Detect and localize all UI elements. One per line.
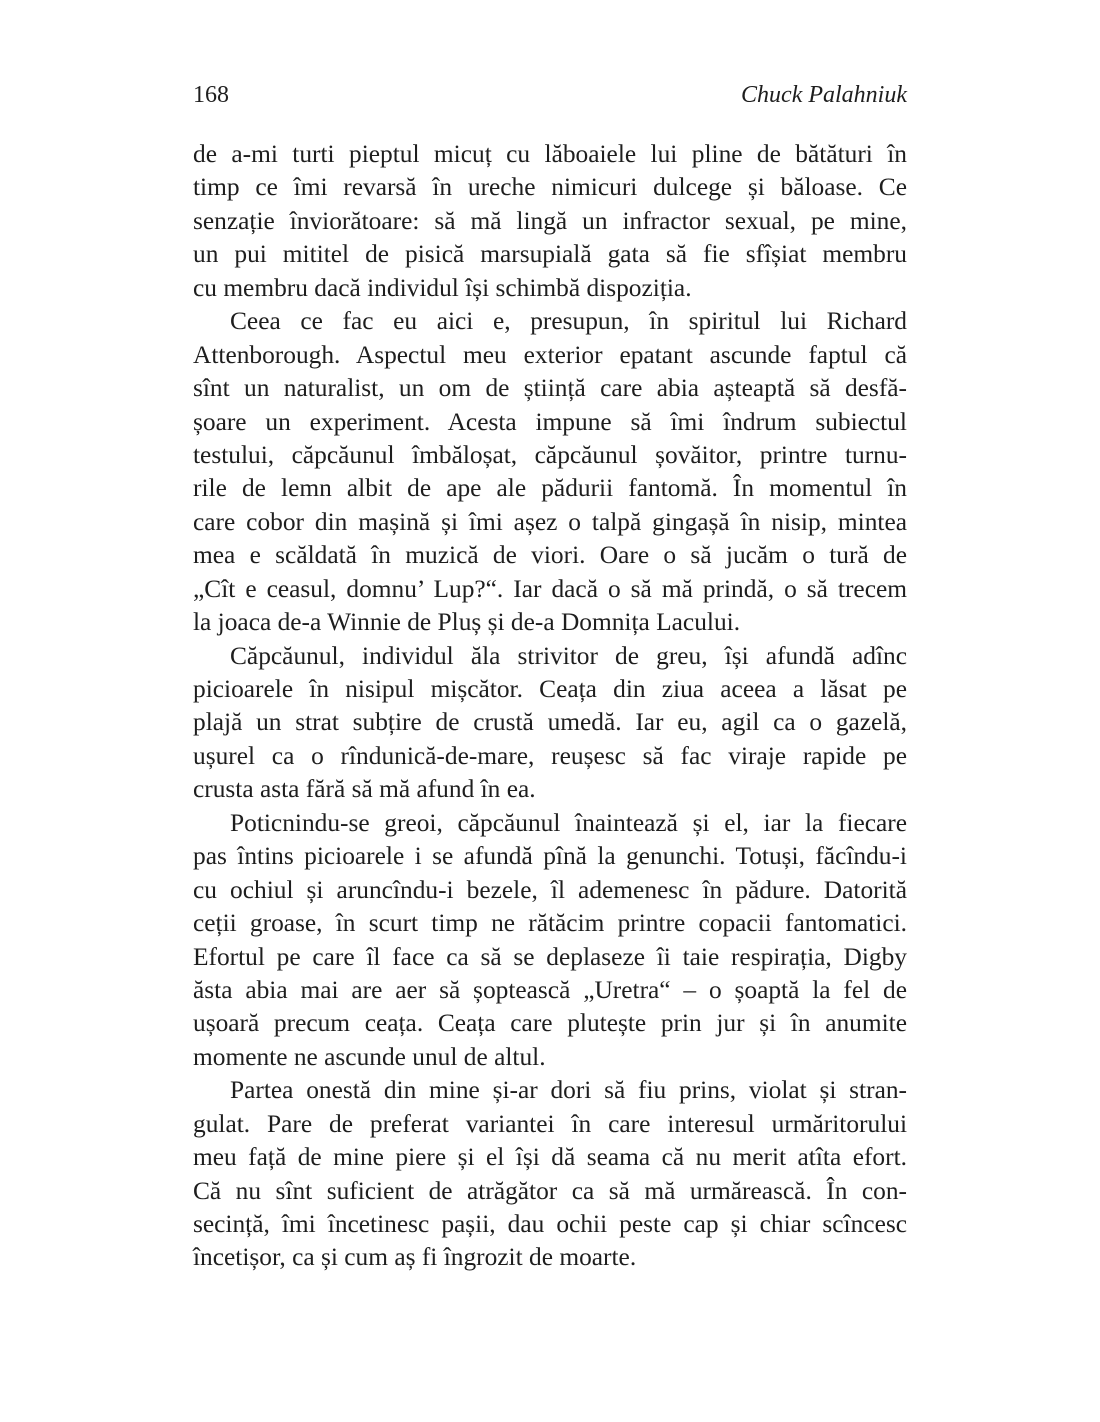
text-line: care cobor din mașină și îmi așez o talpă gingașă în nisip, mintea — [193, 507, 907, 536]
body-text — [193, 138, 907, 1275]
text-line: la joaca de-a Winnie de Pluș și de-a Domnița Lacului. — [193, 608, 741, 637]
text-line: ceții groase, în scurt timp ne rătăcim printre copacii fantomatici. — [193, 909, 907, 938]
paragraph — [193, 640, 907, 807]
text-line: timp ce îmi revarsă în ureche nimicuri dulcege și băloase. Ce — [193, 173, 907, 202]
text-line: secință, îmi încetinesc pașii, dau ochii peste cap și chiar scîncesc — [193, 1210, 907, 1238]
text-line: șoare un experiment. Acesta impune să îmi îndrum subiectul — [193, 407, 907, 436]
text-line: sînt un naturalist, un om de știință care abia așteaptă să desfă- — [193, 374, 907, 403]
text-line: momente ne ascunde unul de altul. — [193, 1042, 546, 1071]
text-line: Căpcăunul, individul ăla strivitor de greu, își afundă adînc — [230, 641, 907, 670]
text-line: ușurel ca o rîndunică-de-mare, reușesc să fac viraje rapide pe — [193, 741, 907, 770]
text-line: cu membru dacă individul își schimbă dispoziția. — [193, 273, 692, 302]
text-line: ăsta abia mai are aer să șoptească „Uretra“ – o șoaptă la fel de — [193, 975, 907, 1004]
text-line: Attenborough. Aspectul meu exterior epatant ascunde faptul că — [193, 340, 907, 369]
text-line: crusta asta fără să mă afund în ea. — [193, 775, 536, 804]
text-line: Ceea ce fac eu aici e, presupun, în spiritul lui Richard — [230, 307, 907, 336]
text-line: Poticnindu-se greoi, căpcăunul înaintează și el, iar la fiecare — [230, 808, 907, 837]
paragraph — [193, 138, 907, 305]
text-line: testului, căpcăunul îmbăloșat, căpcăunul șovăitor, printre turnu- — [193, 440, 907, 469]
text-line: Partea onestă din mine și-ar dori să fiu prins, violat și stran- — [230, 1076, 907, 1105]
text-line: cu ochiul și aruncîndu-i bezele, îl ademenesc în pădure. Datorită — [193, 875, 907, 904]
text-line: rile de lemn albit de ape ale pădurii fantomă. În momentul în — [193, 474, 907, 503]
text-line: ușoară precum ceața. Ceața care plutește prin jur și în anumite — [193, 1009, 907, 1038]
paragraph — [193, 305, 907, 639]
text-line: plajă un strat subțire de crustă umedă. Iar eu, agil ca o gazelă, — [193, 708, 907, 737]
page-number: 168 — [193, 82, 229, 108]
author-name: Chuck Palahniuk — [741, 82, 907, 108]
text-line: Efortul pe care îl face ca să se deplaseze îi taie respirația, Digby — [193, 942, 907, 971]
text-line: mea e scăldată în muzică de viori. Oare o să jucăm o tură de — [193, 541, 907, 570]
text-line: de a-mi turti pieptul micuț cu lăboaiele lui pline de bătături în — [193, 140, 907, 168]
running-head — [193, 78, 907, 112]
text-line: Că nu sînt suficient de atrăgător ca să mă urmărească. În con- — [193, 1176, 907, 1205]
text-line: încetișor, ca și cum aș fi îngrozit de moarte. — [193, 1243, 637, 1272]
text-line: un pui mititel de pisică marsupială gata să fie sfîșiat membru — [193, 240, 907, 269]
text-line: meu față de mine piere și el își dă seama că nu merit atîta efort. — [193, 1143, 907, 1172]
paragraph — [193, 1074, 907, 1275]
text-line: picioarele în nisipul mișcător. Ceața din ziua aceea a lăsat pe — [193, 675, 907, 703]
text-line: pas întins picioarele i se afundă pînă la genunchi. Totuși, făcîndu-i — [193, 842, 907, 871]
paragraph — [193, 807, 907, 1075]
text-line: „Cît e ceasul, domnu’ Lup?“. Iar dacă o să mă prindă, o să trecem — [193, 574, 907, 603]
text-line: senzație înviorătoare: să mă lingă un infractor sexual, pe mine, — [193, 206, 907, 235]
text-line: gulat. Pare de preferat variantei în care interesul urmăritorului — [193, 1109, 907, 1138]
